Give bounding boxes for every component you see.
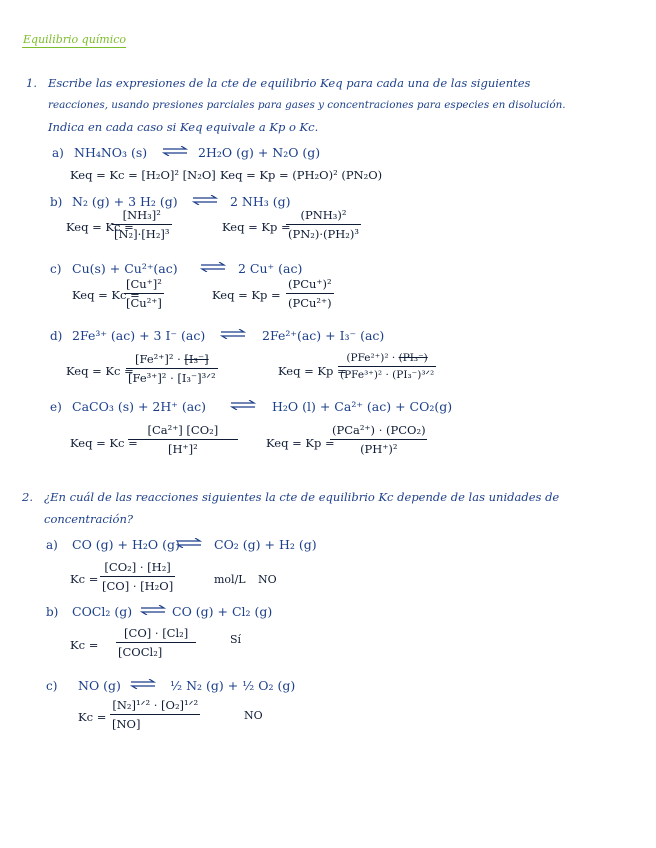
equilibrium-arrow-icon <box>220 329 246 339</box>
q2-number: 2. <box>22 490 33 504</box>
q2b-denominator: [COCl₂] <box>116 642 196 659</box>
q2b-k-lhs: Kc = <box>70 638 99 652</box>
q2c-fraction <box>110 698 200 731</box>
q1d-kc-num-crossed: [I₃⁻] <box>184 352 209 366</box>
q1d-kc-numerator <box>133 352 211 368</box>
q1e-kc-denominator: [H⁺]² <box>128 439 238 456</box>
q1e-kp-numerator: (PCa²⁺) · (PCO₂) <box>332 423 426 437</box>
q1d-kc-lhs: Keq = Kc = <box>66 364 134 378</box>
q1b-kc-fraction <box>112 208 172 241</box>
q1e-kp-denominator: (PH⁺)² <box>330 439 427 456</box>
q1d-reactants: 2Fe³⁺ (ac) + 3 I⁻ (ac) <box>72 328 206 343</box>
q1d-kp-fraction <box>338 352 436 381</box>
q1b-kp-lhs: Keq = Kp = <box>222 220 291 234</box>
q1c-kp-fraction <box>286 277 334 310</box>
q1e-kc-fraction <box>128 423 238 456</box>
q1e-reactants: CaCO₃ (s) + 2H⁺ (ac) <box>72 399 207 414</box>
q1d-kp-denominator: (PFe³⁺)² · (PI₃⁻)³ᐟ² <box>338 366 436 381</box>
q1c-kp-lhs: Keq = Kp = <box>212 288 281 302</box>
q2c-numerator: [N₂]¹ᐟ² · [O₂]¹ᐟ² <box>112 698 199 712</box>
q2a-fraction <box>100 560 175 593</box>
q1a-products: 2H₂O (g) + N₂O (g) <box>198 145 321 160</box>
equilibrium-arrow-icon <box>176 538 202 548</box>
q2c-label: c) <box>46 679 58 693</box>
q2c-answer: NO <box>244 709 263 722</box>
q1b-kp-denominator: (PN₂)·(PH₂)³ <box>286 224 361 241</box>
q1c-kc-numerator: [Cu⁺]² <box>126 277 162 291</box>
q1b-kc-denominator: [N₂]·[H₂]³ <box>112 224 172 241</box>
q1a-reactants: NH₄NO₃ (s) <box>74 145 148 160</box>
equilibrium-arrow-icon <box>192 195 218 205</box>
q1e-kp-fraction <box>330 423 428 456</box>
q1c-kp-numerator: (PCu⁺)² <box>288 277 332 291</box>
q2b-reactants: COCl₂ (g) <box>72 604 133 619</box>
q1d-kc-num-fe: [Fe²⁺]² · <box>135 352 181 366</box>
q1d-kp-lhs: Keq = Kp = <box>278 364 347 378</box>
q2-line2: concentración? <box>44 512 134 526</box>
q2c-denominator: [NO] <box>110 714 200 731</box>
q2a-numerator: [CO₂] · [H₂] <box>104 560 171 574</box>
q2a-reactants: CO (g) + H₂O (g) <box>72 537 180 552</box>
q2c-products: ½ N₂ (g) + ½ O₂ (g) <box>170 678 296 693</box>
q1-line1: Escribe las expresiones de la cte de equilibrio Keq para cada una de las siguientes <box>48 76 531 90</box>
q1c-kc-lhs: Keq = Kc = <box>72 288 140 302</box>
q2b-numerator: [CO] · [Cl₂] <box>124 626 189 640</box>
q1d-products: 2Fe²⁺(ac) + I₃⁻ (ac) <box>262 328 385 343</box>
q2c-reactants: NO (g) <box>78 678 121 693</box>
q1-line2: reacciones, usando presiones parciales para gases y concentraciones para especies en disolución. <box>48 99 566 111</box>
q1d-kp-num-crossed: (PI₃⁻) <box>398 352 428 364</box>
q1e-kc-lhs: Keq = Kc = <box>70 436 138 450</box>
q2a-denominator: [CO] · [H₂O] <box>100 576 175 593</box>
q2a-unit: mol/L <box>214 573 246 586</box>
q1d-kp-numerator <box>344 352 429 366</box>
q2c-k-lhs: Kc = <box>78 710 107 724</box>
q1b-kp-fraction <box>286 208 361 241</box>
q1b-kp-numerator: (PNH₃)² <box>300 208 347 222</box>
q1c-reactants: Cu(s) + Cu²⁺(ac) <box>72 261 178 276</box>
q1e-kp-lhs: Keq = Kp = <box>266 436 335 450</box>
q2b-fraction <box>116 626 196 659</box>
q1d-label: d) <box>50 329 63 343</box>
q2a-k-lhs: Kc = <box>70 572 99 586</box>
q1a-label: a) <box>52 146 64 160</box>
q1-line3: Indica en cada caso si Keq equivale a Kp o Kc. <box>48 120 319 134</box>
equilibrium-arrow-icon <box>130 679 156 689</box>
q1b-label: b) <box>50 195 63 209</box>
q2b-products: CO (g) + Cl₂ (g) <box>172 604 273 619</box>
q1b-kc-numerator: [NH₃]² <box>122 208 161 222</box>
equilibrium-arrow-icon <box>162 146 188 156</box>
page-title: Equilibrio químico <box>23 33 127 46</box>
q2b-answer: Sí <box>230 633 242 646</box>
q1e-products: H₂O (l) + Ca²⁺ (ac) + CO₂(g) <box>272 399 453 414</box>
q1a-kp: Keq = Kp = (PH₂O)² (PN₂O) <box>220 168 383 182</box>
equilibrium-arrow-icon <box>140 605 166 615</box>
equilibrium-arrow-icon <box>200 262 226 272</box>
q1c-products: 2 Cu⁺ (ac) <box>238 261 303 276</box>
q2a-answer: NO <box>258 573 277 586</box>
q1c-label: c) <box>50 262 62 276</box>
q1a-kc: Keq = Kc = [H₂O]² [N₂O] <box>70 168 216 182</box>
q1b-kc-lhs: Keq = Kc = <box>66 220 134 234</box>
q1d-kp-num-fe: (PFe²⁺)² · <box>346 352 396 364</box>
q1c-kp-denominator: (PCu²⁺) <box>286 293 334 310</box>
q1d-kc-denominator: [Fe³⁺]² · [I₃⁻]³ᐟ² <box>126 368 218 385</box>
q1b-reactants: N₂ (g) + 3 H₂ (g) <box>72 194 178 209</box>
q1b-products: 2 NH₃ (g) <box>230 194 291 209</box>
q1d-kc-fraction <box>126 352 218 385</box>
q1-number: 1. <box>26 76 37 90</box>
q2a-label: a) <box>46 538 58 552</box>
q2-line1: ¿En cuál de las reacciones siguientes la cte de equilibrio Kc depende de las unidades de <box>44 490 560 504</box>
q1c-kc-fraction <box>124 277 164 310</box>
title-underline <box>22 47 126 48</box>
q1c-kc-denominator: [Cu²⁺] <box>124 293 164 310</box>
q2a-products: CO₂ (g) + H₂ (g) <box>214 537 317 552</box>
equilibrium-arrow-icon <box>230 400 256 410</box>
q1e-label: e) <box>50 400 62 414</box>
q2b-label: b) <box>46 605 59 619</box>
q1e-kc-numerator: [Ca²⁺] [CO₂] <box>147 423 219 437</box>
